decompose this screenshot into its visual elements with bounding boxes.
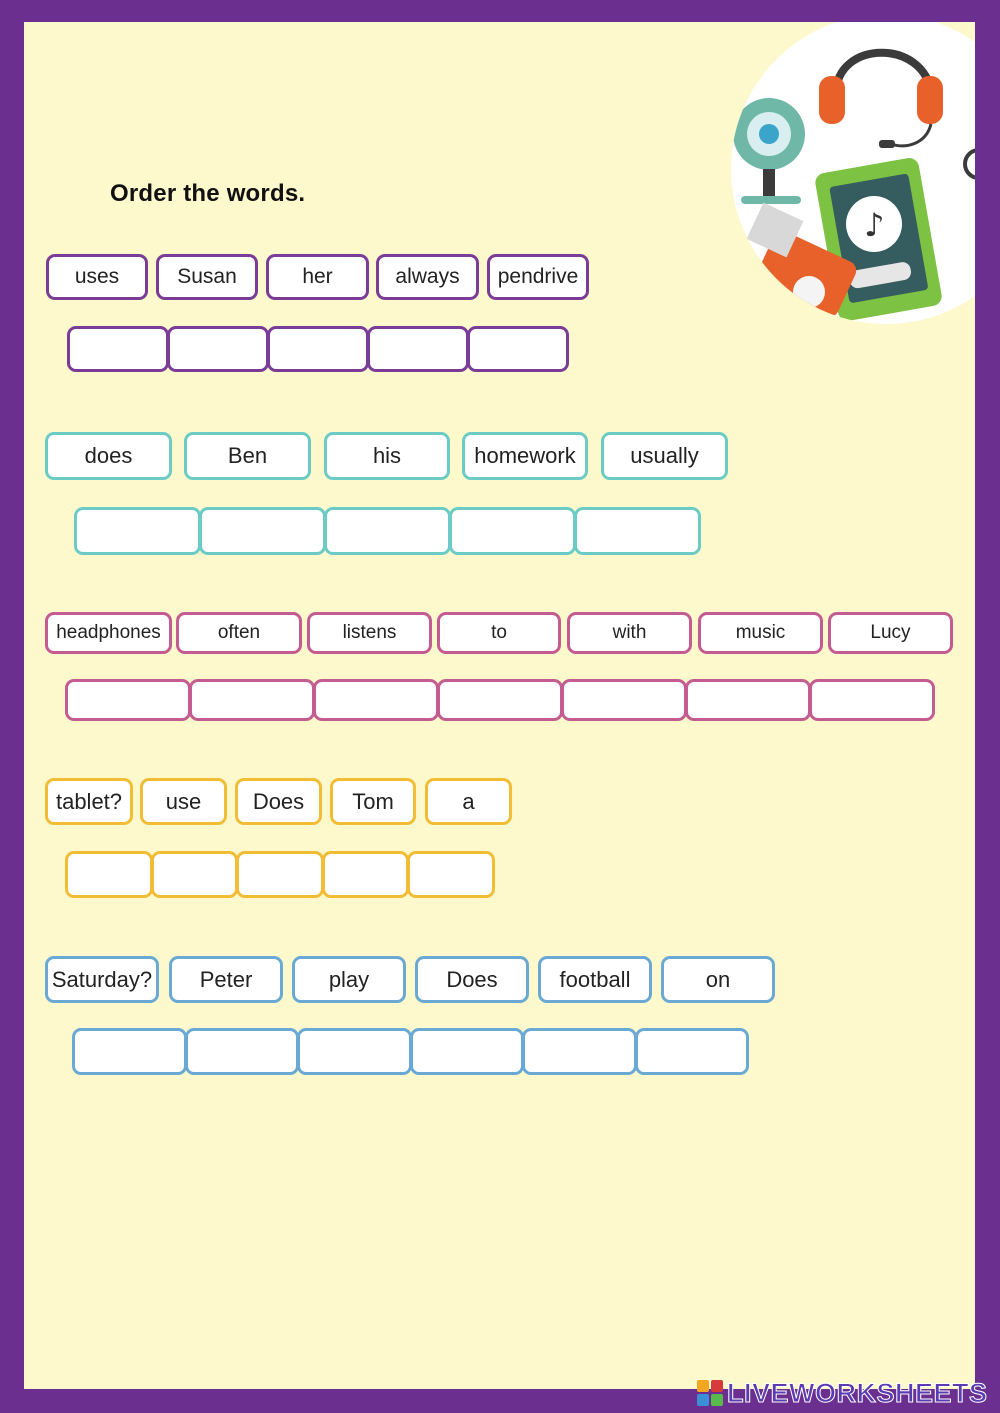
svg-text:♪: ♪	[864, 206, 885, 244]
word-chip[interactable]: Lucy	[828, 612, 953, 654]
word-chip[interactable]: Does	[415, 956, 529, 1003]
word-chip[interactable]: Ben	[184, 432, 311, 480]
word-chip[interactable]: music	[698, 612, 823, 654]
word-chip[interactable]: Peter	[169, 956, 283, 1003]
answer-slot[interactable]	[199, 507, 326, 555]
answer-slot[interactable]	[67, 326, 169, 372]
answer-slot[interactable]	[410, 1028, 525, 1075]
answer-slot[interactable]	[437, 679, 563, 721]
word-chip[interactable]: does	[45, 432, 172, 480]
answer-slot[interactable]	[74, 507, 201, 555]
gadgets-icon	[731, 22, 975, 324]
answer-slot[interactable]	[574, 507, 701, 555]
answer-slot[interactable]	[449, 507, 576, 555]
gadgets-illustration	[731, 22, 975, 324]
answer-slot[interactable]	[65, 679, 191, 721]
word-chip[interactable]: Does	[235, 778, 322, 825]
word-chip[interactable]: listens	[307, 612, 432, 654]
word-chip[interactable]: headphones	[45, 612, 172, 654]
answer-slot[interactable]	[297, 1028, 412, 1075]
answer-slot[interactable]	[151, 851, 239, 898]
brand-logo-text: LIVEWORKSHEETS	[727, 1377, 988, 1408]
word-chip[interactable]: Susan	[156, 254, 258, 300]
headphones-icon	[819, 53, 943, 148]
answer-slot[interactable]	[267, 326, 369, 372]
answer-slot[interactable]	[313, 679, 439, 721]
answer-slot[interactable]	[236, 851, 324, 898]
word-chip[interactable]: uses	[46, 254, 148, 300]
worksheet-title: Order the words.	[110, 180, 306, 207]
word-chip[interactable]: Saturday?	[45, 956, 159, 1003]
answer-slot[interactable]	[407, 851, 495, 898]
word-chip[interactable]: with	[567, 612, 692, 654]
webcam-icon	[733, 98, 805, 204]
brand-logo-icon	[697, 1380, 723, 1406]
answer-slot[interactable]	[65, 851, 153, 898]
word-chip[interactable]: tablet?	[45, 778, 133, 825]
word-chip[interactable]: often	[176, 612, 302, 654]
word-chip[interactable]: pendrive	[487, 254, 589, 300]
word-chip[interactable]: usually	[601, 432, 728, 480]
word-chip[interactable]: his	[324, 432, 450, 480]
answer-slot[interactable]	[809, 679, 935, 721]
word-chip[interactable]: football	[538, 956, 652, 1003]
word-chip[interactable]: to	[437, 612, 561, 654]
word-chip[interactable]: homework	[462, 432, 588, 480]
word-chip[interactable]: a	[425, 778, 512, 825]
answer-slot[interactable]	[685, 679, 811, 721]
answer-slot[interactable]	[367, 326, 469, 372]
answer-slot[interactable]	[467, 326, 569, 372]
answer-slot[interactable]	[189, 679, 315, 721]
word-chip[interactable]: her	[266, 254, 369, 300]
answer-slot[interactable]	[322, 851, 410, 898]
word-chip[interactable]: use	[140, 778, 227, 825]
answer-slot[interactable]	[522, 1028, 637, 1075]
answer-slot[interactable]	[324, 507, 451, 555]
word-chip[interactable]: on	[661, 956, 775, 1003]
answer-slot[interactable]	[72, 1028, 187, 1075]
word-chip[interactable]: always	[376, 254, 479, 300]
worksheet-page	[24, 22, 975, 1389]
word-chip[interactable]: play	[292, 956, 406, 1003]
word-chip[interactable]: Tom	[330, 778, 416, 825]
answer-slot[interactable]	[635, 1028, 750, 1075]
brand-logo	[697, 1376, 988, 1410]
earphones-icon	[965, 106, 975, 314]
answer-slot[interactable]	[167, 326, 269, 372]
answer-slot[interactable]	[185, 1028, 300, 1075]
answer-slot[interactable]	[561, 679, 687, 721]
